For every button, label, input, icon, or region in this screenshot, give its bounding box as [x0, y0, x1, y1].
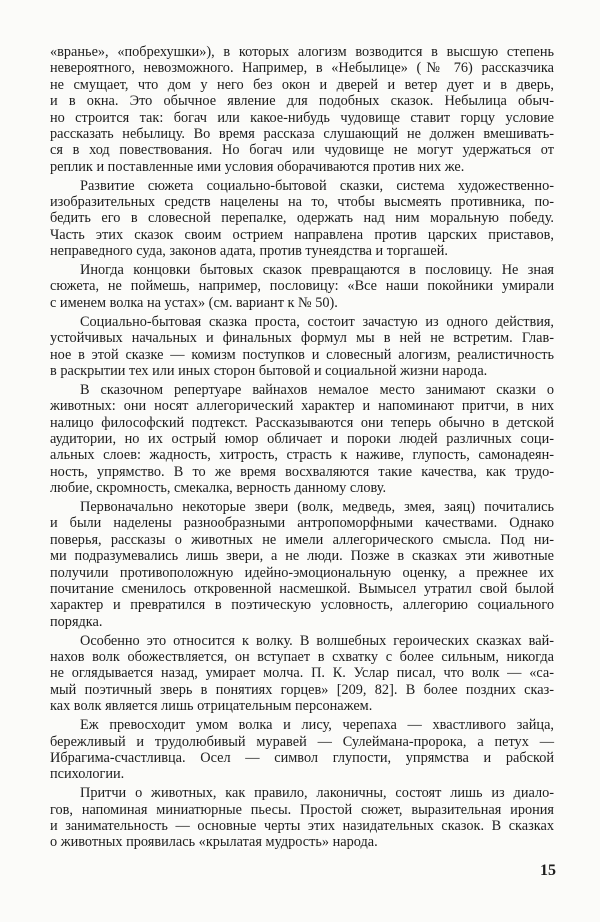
text-line: Ибрагима-счастливца. Осел — символ глупости, упрямства и рабской: [50, 749, 554, 766]
text-line: получили противоположную идейно-эмоциональную оценку, а прежнее их: [50, 564, 554, 581]
paragraph: [50, 44, 554, 175]
text-line: и были наделены разнообразными антропоморфными качествами. Однако: [50, 515, 554, 532]
paragraph: [50, 633, 554, 715]
text-line: В сказочном репертуаре вайнахов немалое место занимают сказки о: [80, 381, 554, 398]
text-line: аудитории, но их острый юмор обличает и пороки людей различных соци-: [50, 430, 554, 447]
text-line: реплик и поставленные ими условия оборачиваются против них же.: [50, 158, 465, 175]
text-line: не смущает, что дом у него без окон и дверей и ветер дует и в дверь,: [50, 76, 554, 93]
paragraph: [50, 382, 554, 497]
paragraph: [50, 785, 554, 851]
text-line: психологии.: [50, 766, 125, 783]
text-line: в раскрытии тех или иных сторон бытовой и социальной жизни народа.: [50, 362, 488, 379]
text-line: нахов волк обожествляется, он вступает в схватку с более сильным, никогда: [50, 649, 554, 666]
text-line: животных: они носят аллегорический характер и напоминают притчи, в них: [50, 398, 554, 415]
text-line: Часть этих сказок своим острием направлена против царских приставов,: [50, 226, 554, 243]
text-line: Социально-бытовая сказка проста, состоит зачастую из одного действия,: [80, 313, 554, 330]
text-line: Развитие сюжета социально-бытовой сказки, система художественно-: [80, 177, 554, 194]
text-line: почитание сменилось откровенной насмешкой. Вымысел утратил свой былой: [50, 581, 554, 597]
text-line: изобразительных средств нацелены на то, чтобы высмеять противника, по-: [50, 194, 554, 211]
text-line: неправедного суда, законов адата, против тунеядства и торгашей.: [50, 243, 448, 260]
text-line: о животных проявилась «крылатая мудрость» народа.: [50, 834, 378, 851]
page-number: 15: [540, 862, 556, 879]
text-line: Еж превосходит умом волка и лису, черепаха — хвастливого зайца,: [80, 717, 554, 734]
text-line: любие, скромность, смекалка, верность данному слову.: [50, 480, 387, 497]
text-line: бережливый и трудолюбивый муравей — Сулеймана-пророка, а петух —: [50, 733, 554, 750]
text-line: ся в ход повествования. Но богач или чудовище не могут удержаться от: [50, 142, 554, 159]
text-line: невероятного, невозможного. Например, в «Небылице» (№ 76) рассказчика: [50, 60, 554, 77]
text-line: ках волк является лишь отрицательным персонажем.: [50, 698, 373, 715]
text-line: Иногда концовки бытовых сказок превращаются в пословицу. Не зная: [80, 262, 554, 279]
text-line: мый поэтичный зверь в понятиях горцев» [209, 82]. В более поздних сказ-: [50, 681, 554, 698]
text-line: Притчи о животных, как правило, лаконичны, состоят лишь из диало-: [80, 785, 554, 802]
text-line: гов, напоминая миниатюрные пьесы. Простой сюжет, выразительная ирония: [50, 801, 554, 818]
text-line: бедить его в словесной перепалке, одержать над ним моральную победу.: [50, 210, 554, 227]
text-line: Первоначально некоторые звери (волк, медведь, змея, заяц) почитались: [80, 499, 554, 516]
text-line: налицо философский подтекст. Рассказываются они теперь обычно в детской: [50, 414, 554, 431]
text-line: и в окна. Это обычное явление для подобных сказок. Небылица обыч-: [50, 93, 554, 110]
page-body-text: [50, 44, 554, 853]
text-line: поверья, рассказы о животных не имели аллегорического смысла. Под ни-: [50, 531, 554, 548]
text-line: альных слоев: жадность, хитрость, страсть к наживе, глупость, самонадеян-: [50, 447, 554, 464]
paragraph: [50, 178, 554, 260]
paragraph: [50, 717, 554, 783]
text-line: ное в этой сказке — комизм поступков и словесный алогизм, реалистичность: [50, 346, 554, 363]
text-line: ность, упрямство. В то же время восхваляются такие качества, как трудо-: [50, 463, 554, 480]
text-line: сюжета, не поймешь, например, пословицу: «Все наши покойники умирали: [50, 278, 554, 295]
text-line: «вранье», «побрехушки»), в которых алогизм возводится в высшую степень: [50, 44, 554, 60]
text-line: рассказать небылицу. Во время рассказа слушающий не должен вмешивать-: [50, 125, 554, 142]
text-line: Особенно это относится к волку. В волшебных героических сказках вай-: [80, 632, 554, 649]
paragraph: [50, 314, 554, 380]
paragraph: [50, 499, 554, 630]
text-line: характер и превратился в поэтическую условность, аллегорию социального: [50, 597, 554, 614]
text-line: но строится так: богач или какое-нибудь чудовище ставит горцу условие: [50, 109, 554, 126]
paragraph: [50, 262, 554, 311]
text-line: порядка.: [50, 613, 103, 630]
text-line: ми подразумевались лишь звери, а не люди. Позже в сказках эти животные: [50, 548, 554, 565]
text-line: с именем волка на устах» (см. вариант к № 50).: [50, 294, 338, 311]
text-line: устойчивых начальных и финальных формул мы в ней не встретим. Глав-: [50, 330, 554, 347]
text-line: не оглядывается назад, умирает молча. П. К. Услар писал, что волк — «са-: [50, 665, 554, 682]
text-line: и занимательность — основные черты этих назидательных сказок. В сказках: [50, 817, 554, 834]
